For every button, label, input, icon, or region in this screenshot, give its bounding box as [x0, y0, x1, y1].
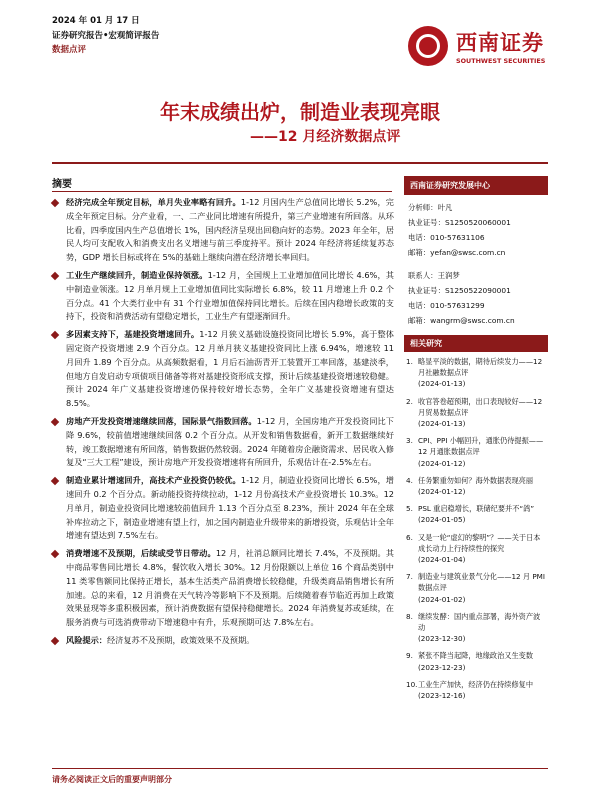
diamond-bullet-icon	[51, 199, 59, 207]
diamond-bullet-icon	[51, 331, 59, 339]
related-research-item[interactable]: 8. 继续发酵：国内重点部署，海外资产波动 (2023-12-30)	[406, 611, 541, 644]
report-header	[52, 14, 159, 58]
related-research-item[interactable]: 7. 制造业与建筑业景气分化——12 月 PMI 数据点评 (2024-01-02)	[406, 572, 545, 604]
diamond-bullet-icon	[51, 637, 59, 645]
seal-icon	[408, 26, 448, 66]
related-research-item[interactable]: 9. 紧张不降当起降，地缘政治又生变数 (2023-12-23)	[406, 651, 534, 672]
related-research-item[interactable]: 1. 略显平淡的数据，期待后续发力——12 月社融数据点评 (2024-01-13)	[406, 357, 543, 389]
diamond-bullet-icon	[51, 550, 59, 558]
research-center-label: 西南证券研究发展中心	[404, 176, 548, 195]
diamond-bullet-icon	[51, 418, 59, 426]
contact-email[interactable]: 邮箱：wangrm@swsc.com.cn	[408, 316, 515, 325]
logo-name-cn: 西南证券	[456, 30, 544, 55]
abstract-paragraph: 房地产开发投资增速继续回落，国际景气指数回落。1-12 月，全国房地产开发投资同比下降 9.6%，较前值增速继续回落 0.2 个百分点。从开发和销售数据看，新开工数据继续好转，竣工数据增速有所回落，销售数据仍然较弱。2024 年随着房企融资需求、居民收入修复及“三大工程”建设，预计房地产开发投资增速将有所回升，乐观估计在-2.5%左右。	[52, 415, 394, 470]
contact-block: 联系人：王润梦 执业证号：S1250522090001 电话：010-57631299 邮箱：wangrm@swsc.com.cn	[404, 263, 548, 331]
related-research-heading: 相关研究	[404, 335, 548, 352]
logo-name-en: SOUTHWEST SECURITIES	[456, 57, 546, 65]
analyst-email[interactable]: 邮箱：yefan@swsc.com.cn	[408, 248, 506, 257]
footer-disclaimer: 请务必阅读正文后的重要声明部分	[52, 775, 172, 784]
related-research-list	[404, 352, 548, 711]
related-research-item[interactable]: 10. 工业生产加快，经济仍在持续修复中 (2023-12-16)	[406, 679, 534, 701]
report-category: 证券研究报告•宏观简评报告	[52, 30, 160, 41]
risk-warning: 风险提示：经济复苏不及预期，政策效果不及预期。	[52, 634, 394, 648]
related-research-item[interactable]: 4. 任务繁重勿如何？海外数据表现亮丽 (2024-01-12)	[406, 475, 534, 497]
title-divider	[52, 162, 548, 164]
company-logo	[408, 24, 558, 72]
report-date: 2024 年 01 月 17 日	[52, 16, 140, 26]
page-title: 年末成绩出炉，制造业表现亮眼	[160, 100, 440, 124]
diamond-bullet-icon	[51, 477, 59, 485]
footer-divider	[52, 768, 548, 769]
abstract-divider	[52, 191, 392, 192]
related-research-item[interactable]: 3. CPI、PPI 小幅回升，通胀仍待提振——12 月通胀数据点评 (2024-01-12)	[406, 436, 544, 468]
diamond-bullet-icon	[51, 272, 59, 280]
abstract-body	[52, 196, 394, 652]
abstract-paragraph: 工业生产继续回升，制造业保持领涨。1-12 月，全国规上工业增加值同比增长 4.6%，其中制造业领涨。12 月单月规上工业增加值同比实际增长 6.8%，较 11 月增速上升 0.2 个百分点。41 个大类行业中有 31 个行业增加值保持同比增长。后续在国内稳增长政策的支持下，投资和消费活动有望稳定增长，工业生产有望逐渐回升。	[52, 269, 394, 324]
related-research-item[interactable]: 2. 收官答卷超预期，出口表现较好——12 月贸易数据点评 (2024-01-13)	[406, 396, 543, 429]
abstract-paragraph: 经济完成全年预定目标，单月失业率略有回升。1-12 月国内生产总值同比增长 5.2%，完成全年预定目标。分产业看，一、二产业同比增速有所提升，第三产业增速有所回落。从环比看，四季度国内生产总值增长 1%，国内经济呈现出回稳向好的态势。2023 年全年，居民人均可支配收入和消费支出名义增速与前三季度持平。预计 2024 年经济将延续复苏态势，GDP 增长目标或将在 5%的基础上继续向潜在经济增长率回归。	[52, 196, 394, 265]
analyst-block: 分析师：叶凡 执业证号：S1250520060001 电话：010-57631106 邮箱：yefan@swsc.com.cn	[404, 195, 548, 263]
abstract-paragraph: 多因素支持下，基建投资增速回升。1-12 月狭义基础设施投资同比增长 5.9%，高于整体固定资产投资增速 2.9 个百分点。12 月单月狭义基建投资同比上涨 6.94%，增速较 11 月回升 1.89 个百分点。从高频数据看，1 月后石油沥青开工装置开工率回落，基建淡季，但地方自发启动专项债项目储备等将对基建投资形成支撑，预计后续基建投资增速较稳健。预计 2024 年广义基建投资增速仍保持较好增长态势，全年广义基建投资增速有望达 8.5%。	[52, 328, 394, 411]
related-research-item[interactable]: 6. 又是一轮“虚幻的黎明”？——关于日本成长动力上行持续性的探究 (2024-01-04)	[406, 532, 541, 565]
page-subtitle: ——12 月经济数据点评	[250, 129, 401, 145]
abstract-paragraph: 消费增速不及预期，后续或受节日带动。12 月，社消总额同比增长 7.4%，不及预期。其中商品零售同比增长 4.8%，餐饮收入增长 30%。12 月份限额以上单位 16 个商品类别中 11 类零售额同比保持正增长，基本生活类产品消费增长较稳健，升级类商品销售增长有所加速。总的来看，12 月消费在天气转冷等影响下不及预期。后续随着春节临近再加上政策效果显现等多重积极因素，预计消费数据有望保持稳健增长。2024 年消费复苏或延续，在服务消费与可选消费带动下增速稳中有升，乐观预期可达 7.8%左右。	[52, 547, 394, 630]
related-research-item[interactable]: 5. PSL 重启稳增长，联储纪要并不“鸽” (2024-01-05)	[406, 504, 535, 525]
abstract-heading: 摘要	[52, 179, 72, 190]
sidebar	[404, 176, 548, 711]
report-type-tag: 数据点评	[52, 45, 87, 55]
abstract-paragraph: 制造业累计增速回升，高技术产业投资仍较优。1-12 月，制造业投资同比增长 6.5%，增速回升 0.2 个百分点。新动能投资持续拉动，1-12 月份高技术产业投资增长 10.3%。12 月单月，制造业投资同比增速较前值回升 1.13 个百分点至 8.23%，预计 2024 年在全球补库拉动之下，制造业增速有望上行，加之国内制造业升级带来的新增投资，乐观估计全年增速有望达到 7.5%左右。	[52, 474, 394, 543]
